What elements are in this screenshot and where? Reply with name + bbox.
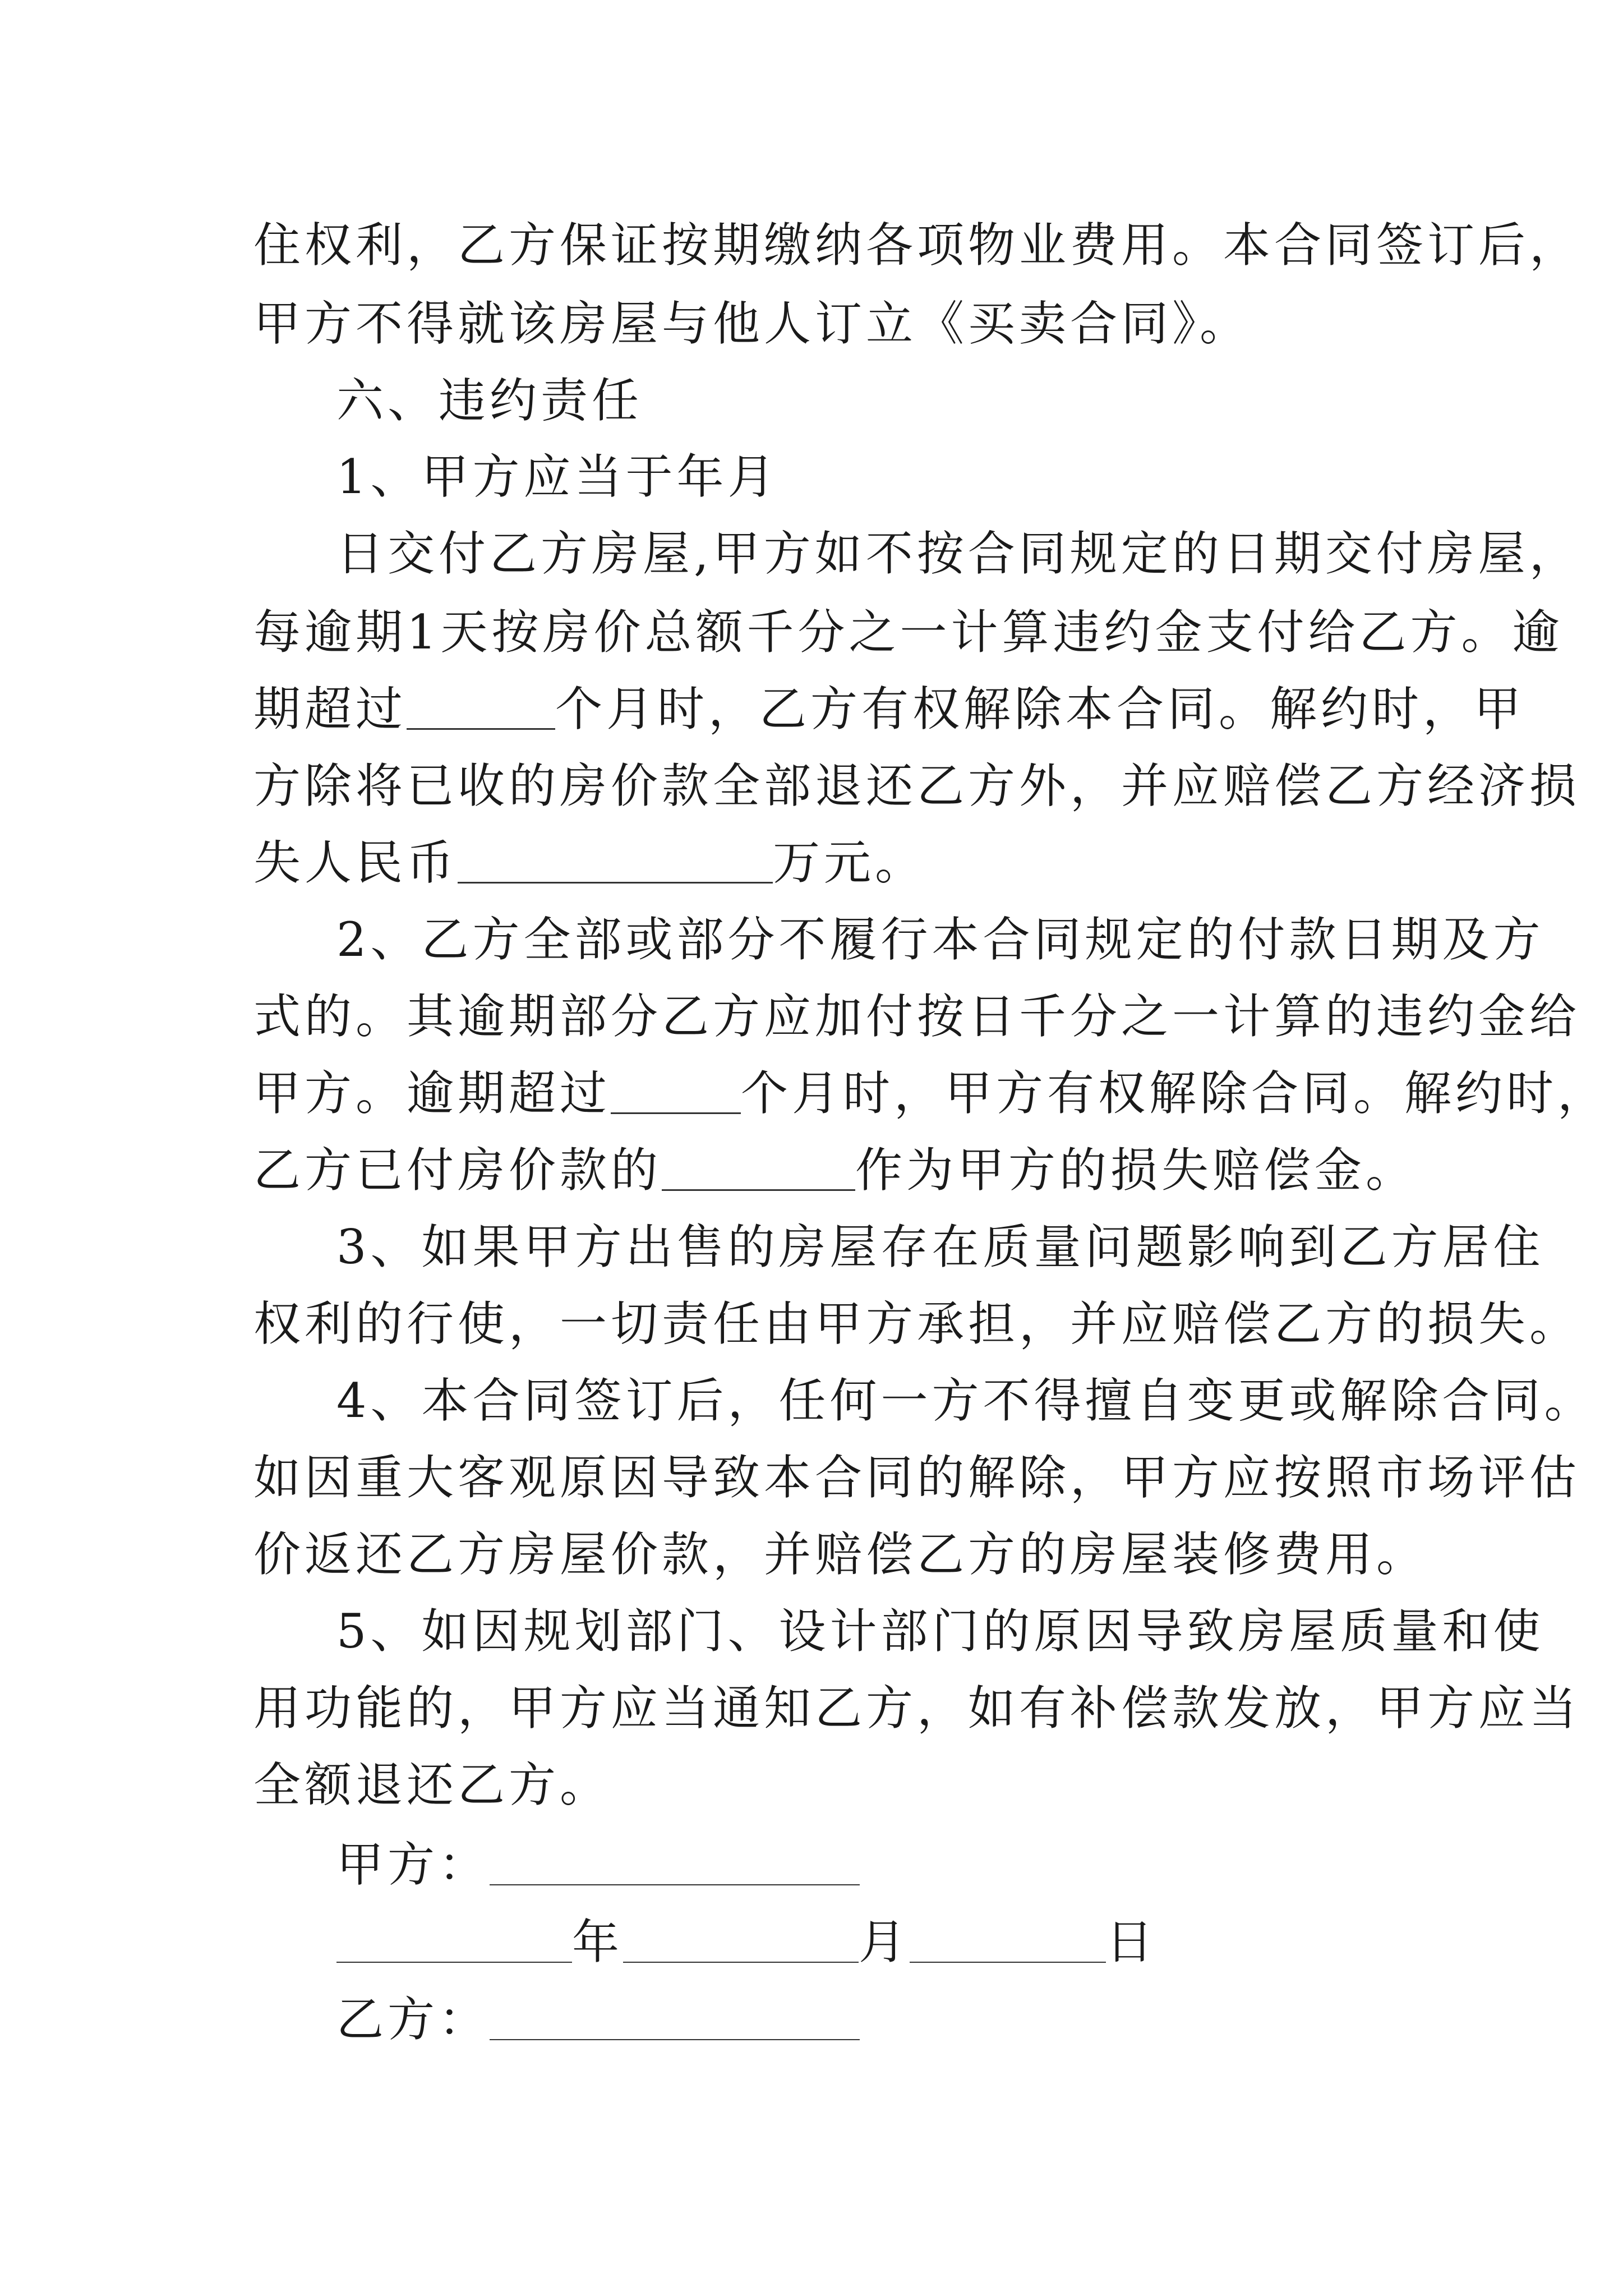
- party-a-signature: 甲方：: [336, 1841, 860, 1888]
- clause-line: 乙方已付房价款的 作为甲方的损失赔偿金。: [253, 1143, 1417, 1198]
- year-blank: [336, 1922, 572, 1963]
- clause-line: 5、如因规划部门、设计部门的原因导致房屋质量和使: [336, 1604, 1544, 1659]
- clause-line: 式的。其逾期部分乙方应加付按日千分之一计算的违约金给: [253, 989, 1581, 1044]
- paragraph-line: 甲方不得就该房屋与他人订立《买卖合同》。: [253, 296, 1251, 351]
- month-blank: [623, 1922, 859, 1963]
- party-b-blank: [490, 2000, 860, 2040]
- clause-line: 3、如果甲方出售的房屋存在质量问题影响到乙方居住: [336, 1220, 1544, 1274]
- day-blank: [910, 1922, 1106, 1963]
- clause-line: 每逾期1天按房价总额千分之一计算违约金支付给乙方。逾: [253, 605, 1564, 660]
- paragraph-line: 住权利，乙方保证按期缴纳各项物业费用。本合同签订后，: [253, 218, 1581, 273]
- section-heading: 六、违约责任: [336, 373, 643, 428]
- clause-line: 权利的行使，一切责任由甲方承担，并应赔偿乙方的损失。: [253, 1296, 1581, 1351]
- clause-line: 用功能的，甲方应当通知乙方，如有补偿款发放，甲方应当: [253, 1681, 1581, 1736]
- signature-date: 年 月 日: [336, 1918, 1157, 1966]
- clause-line: 2、乙方全部或部分不履行本合同规定的付款日期及方: [336, 912, 1544, 967]
- clause-line: 如因重大客观原因导致本合同的解除，甲方应按照市场评估: [253, 1450, 1581, 1505]
- clause-line: 4、本合同签订后，任何一方不得擅自变更或解除合同。: [336, 1373, 1596, 1428]
- party-a-blank: [490, 1845, 860, 1885]
- fill-blank: [662, 1150, 855, 1191]
- clause-line: 价返还乙方房屋价款，并赔偿乙方的房屋装修费用。: [253, 1527, 1428, 1582]
- clause-line: 方除将已收的房价款全部退还乙方外，并应赔偿乙方经济损: [253, 758, 1581, 813]
- clause-line: 甲方。逾期超过 个月时，甲方有权解除合同。解约时，: [253, 1066, 1609, 1121]
- clause-line: 日交付乙方房屋,甲方如不按合同规定的日期交付房屋，: [336, 526, 1580, 581]
- clause-line: 全额退还乙方。: [253, 1757, 611, 1812]
- fill-blank: [611, 1073, 741, 1114]
- fill-blank: [407, 689, 555, 730]
- clause-line: 期超过 个月时，乙方有权解除本合同。解约时，甲: [253, 682, 1525, 737]
- clause-line: 1、甲方应当于年月: [336, 449, 779, 504]
- party-b-signature: 乙方：: [336, 1996, 860, 2043]
- clause-line: 失人民币 万元。: [253, 835, 926, 890]
- fill-blank: [458, 843, 773, 884]
